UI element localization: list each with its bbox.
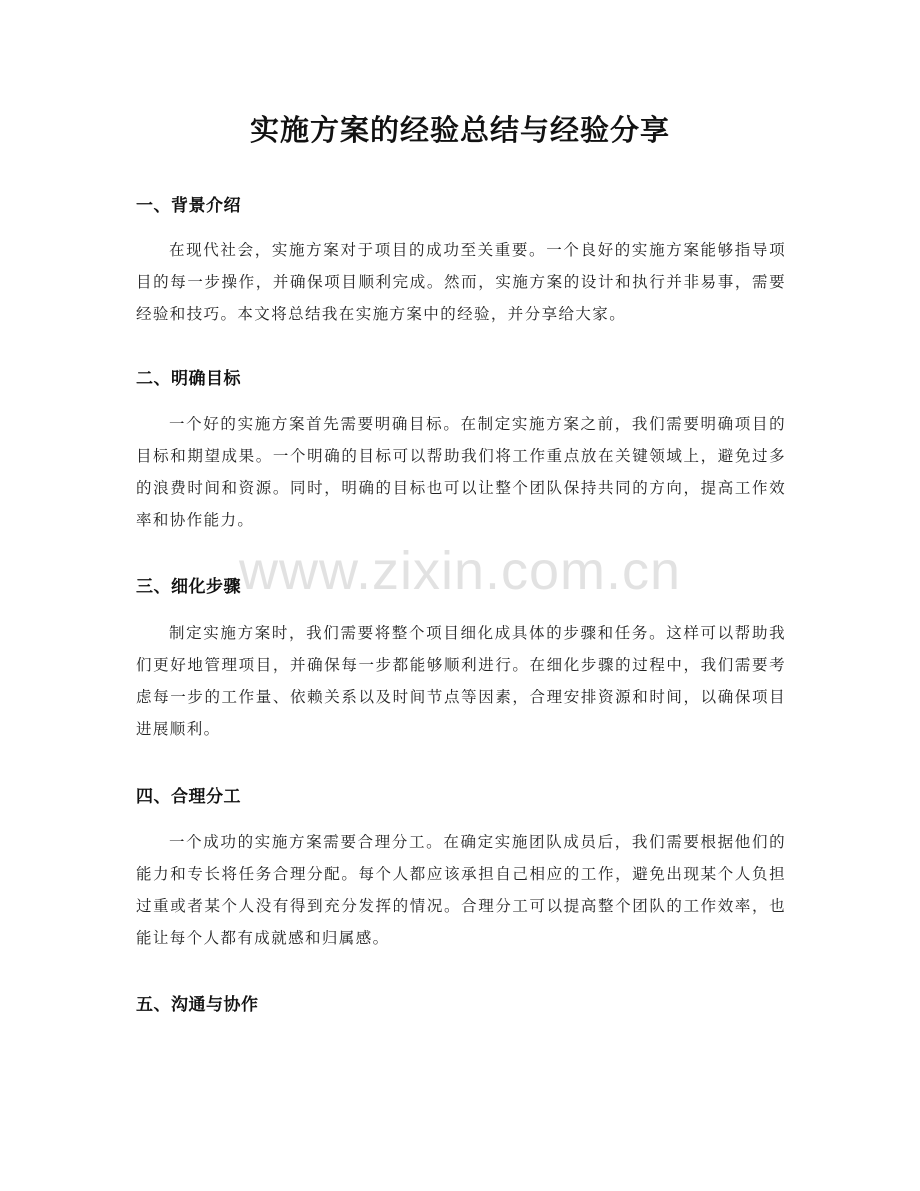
document-title: 实施方案的经验总结与经验分享 — [249, 113, 670, 147]
section-paragraph-division: 一个成功的实施方案需要合理分工。在确定实施团队成员后，我们需要根据他们的能力和专长将任务合理分配。每个人都应该承担自己相应的工作，避免出现某个人负担过重或者某个人没有得到充分发挥的情况。合理分工可以提高整个团队的工作效率，也能让每个人都有成就感和归属感。 — [136, 833, 786, 947]
watermark-text: www.zixin.com.cn — [238, 541, 682, 601]
section-paragraph-background: 在现代社会，实施方案对于项目的成功至关重要。一个良好的实施方案能够指导项目的每一步操作，并确保项目顺利完成。然而，实施方案的设计和执行并非易事，需要经验和技巧。本文将总结我在实施方案中的经验，并分享给大家。 — [136, 241, 786, 323]
section-heading-background: 一、背景介绍 — [136, 196, 241, 216]
section-heading-communication: 五、沟通与协作 — [136, 995, 259, 1015]
section-paragraph-goals: 一个好的实施方案首先需要明确目标。在制定实施方案之前，我们需要明确项目的目标和期望成果。一个明确的目标可以帮助我们将工作重点放在关键领域上，避免过多的浪费时间和资源。同时，明确的目标也可以让整个团队保持共同的方向，提高工作效率和协作能力。 — [136, 415, 786, 529]
section-heading-division: 四、合理分工 — [136, 787, 241, 807]
section-paragraph-steps: 制定实施方案时，我们需要将整个项目细化成具体的步骤和任务。这样可以帮助我们更好地管理项目，并确保每一步都能够顺利进行。在细化步骤的过程中，我们需要考虑每一步的工作量、依赖关系以及时间节点等因素，合理安排资源和时间，以确保项目进展顺利。 — [136, 624, 786, 738]
section-heading-steps: 三、细化步骤 — [136, 577, 241, 597]
section-heading-goals: 二、明确目标 — [136, 369, 241, 389]
